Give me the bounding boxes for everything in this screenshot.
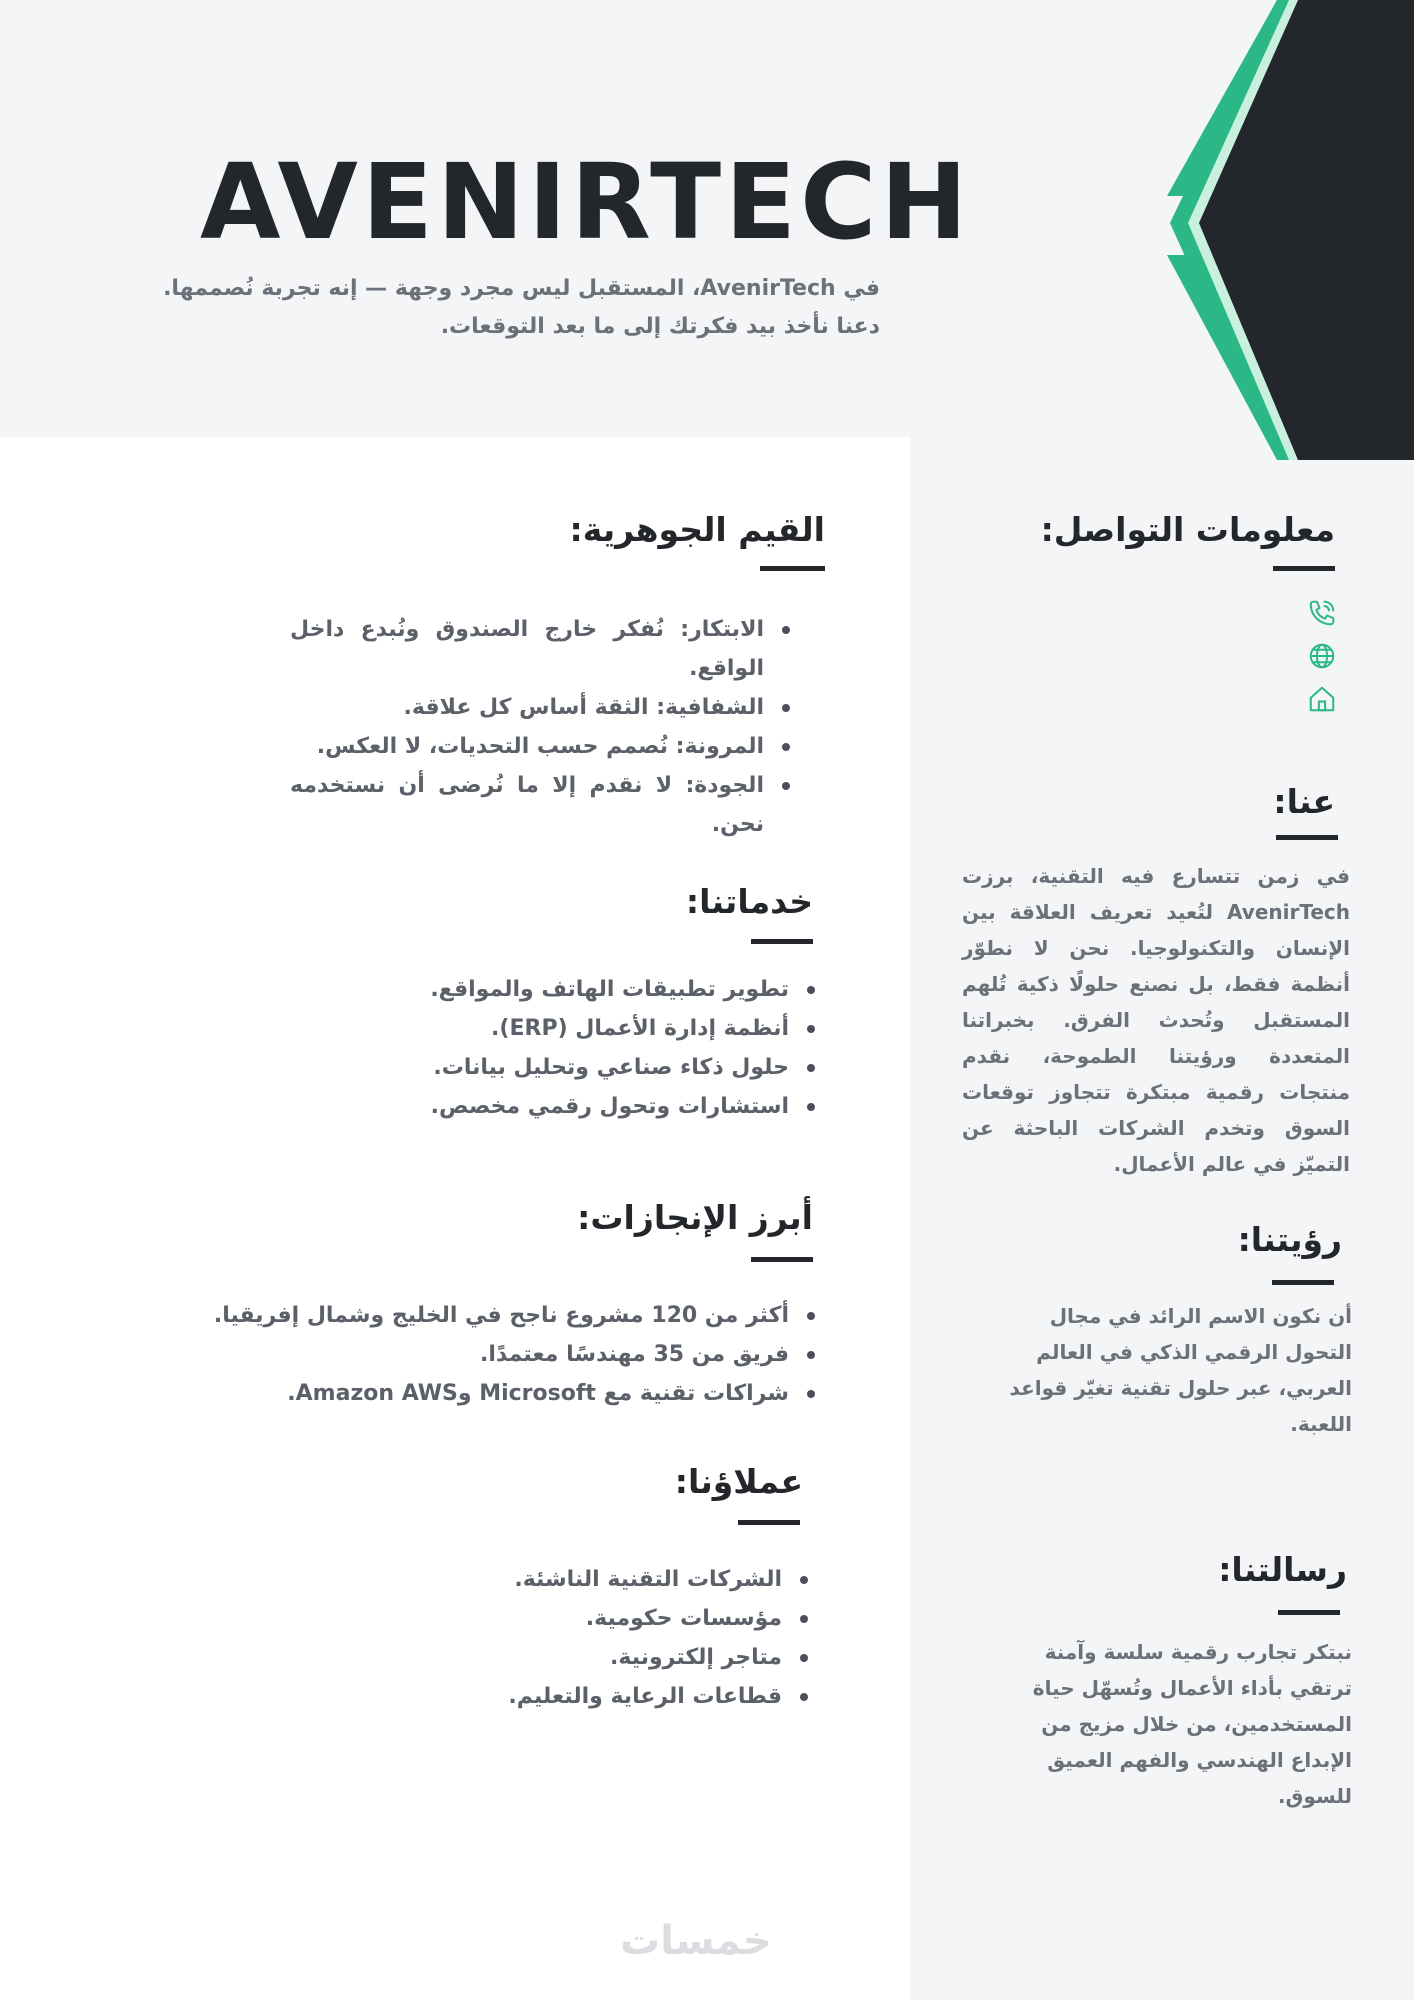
achievements-heading: أبرز الإنجازات: <box>577 1198 813 1237</box>
globe-icon <box>1307 641 1337 671</box>
home-icon <box>1307 684 1337 714</box>
mission-underline <box>1278 1610 1340 1615</box>
list-item: قطاعات الرعاية والتعليم. <box>360 1677 808 1716</box>
list-item: شراكات تقنية مع Microsoft وAmazon AWS. <box>120 1374 815 1413</box>
vision-underline <box>1272 1280 1334 1285</box>
services-underline <box>751 939 813 944</box>
chevron-decoration <box>1140 0 1414 460</box>
about-text: في زمن تتسارع فيه التقنية، برزت AvenirTech لتُعيد تعريف العلاقة بين الإنسان والتكنولوجيا. نحن لا نطوّر أنظمة فقط، بل نصنع حلولًا ذكية تُلهم المستقبل وتُحدث الفرق. بخبراتنا المتعددة ورؤيتنا الطموحة، نقدم منتجات رقمية مبتكرة تتجاوز توقعات السوق وتخدم الشركات الباحثة عن التميّز في عالم الأعمال. <box>962 864 1350 1176</box>
list-item: أنظمة إدارة الأعمال (ERP). <box>260 1009 815 1048</box>
phone-icon <box>1307 598 1337 628</box>
list-item: الابتكار: نُفكر خارج الصندوق ونُبدع داخل الواقع. <box>290 610 790 688</box>
list-item: المرونة: نُصمم حسب التحديات، لا العكس. <box>290 727 790 766</box>
values-heading: القيم الجوهرية: <box>569 510 825 549</box>
clients-underline <box>738 1520 800 1525</box>
list-item: مؤسسات حكومية. <box>360 1599 808 1638</box>
watermark: خمسات <box>620 1918 772 1964</box>
achievements-underline <box>751 1257 813 1262</box>
achievements-list <box>120 1296 815 1413</box>
tagline <box>120 270 880 346</box>
brand-title: AVENIRTECH <box>200 141 972 263</box>
list-item: حلول ذكاء صناعي وتحليل بيانات. <box>260 1048 815 1087</box>
list-item: الجودة: لا نقدم إلا ما نُرضى أن نستخدمه نحن. <box>290 766 790 844</box>
services-list <box>260 970 815 1126</box>
clients-list <box>360 1560 808 1716</box>
tagline-line-1: في AvenirTech، المستقبل ليس مجرد وجهة — إنه تجربة نُصممها. <box>163 276 880 301</box>
values-list <box>290 610 790 844</box>
about-underline <box>1276 835 1338 840</box>
list-item: فريق من 35 مهندسًا معتمدًا. <box>120 1335 815 1374</box>
list-item: الشفافية: الثقة أساس كل علاقة. <box>290 688 790 727</box>
mission-heading: رسالتنا: <box>1218 1550 1347 1589</box>
contact-underline <box>1273 566 1335 571</box>
tagline-line-2: دعنا نأخذ بيد فكرتك إلى ما بعد التوقعات. <box>440 314 880 339</box>
list-item: تطوير تطبيقات الهاتف والمواقع. <box>260 970 815 1009</box>
clients-heading: عملاؤنا: <box>674 1462 803 1501</box>
services-heading: خدماتنا: <box>685 882 813 921</box>
list-item: أكثر من 120 مشروع ناجح في الخليج وشمال إفريقيا. <box>120 1296 815 1335</box>
mission-text: نبتكر تجارب رقمية سلسة وآمنة ترتقي بأداء الأعمال وتُسهّل حياة المستخدمين، من خلال مزيج من الإبداع الهندسي والفهم العميق للسوق. <box>1032 1640 1352 1808</box>
vision-text: أن نكون الاسم الرائد في مجال التحول الرقمي الذكي في العالم العربي، عبر حلول تقنية تغيّر قواعد اللعبة. <box>1009 1304 1352 1436</box>
contact-heading: معلومات التواصل: <box>1040 510 1335 549</box>
values-underline <box>760 566 825 571</box>
list-item: متاجر إلكترونية. <box>360 1638 808 1677</box>
about-heading: عنا: <box>1273 782 1335 821</box>
list-item: الشركات التقنية الناشئة. <box>360 1560 808 1599</box>
list-item: استشارات وتحول رقمي مخصص. <box>260 1087 815 1126</box>
vision-heading: رؤيتنا: <box>1237 1220 1342 1259</box>
